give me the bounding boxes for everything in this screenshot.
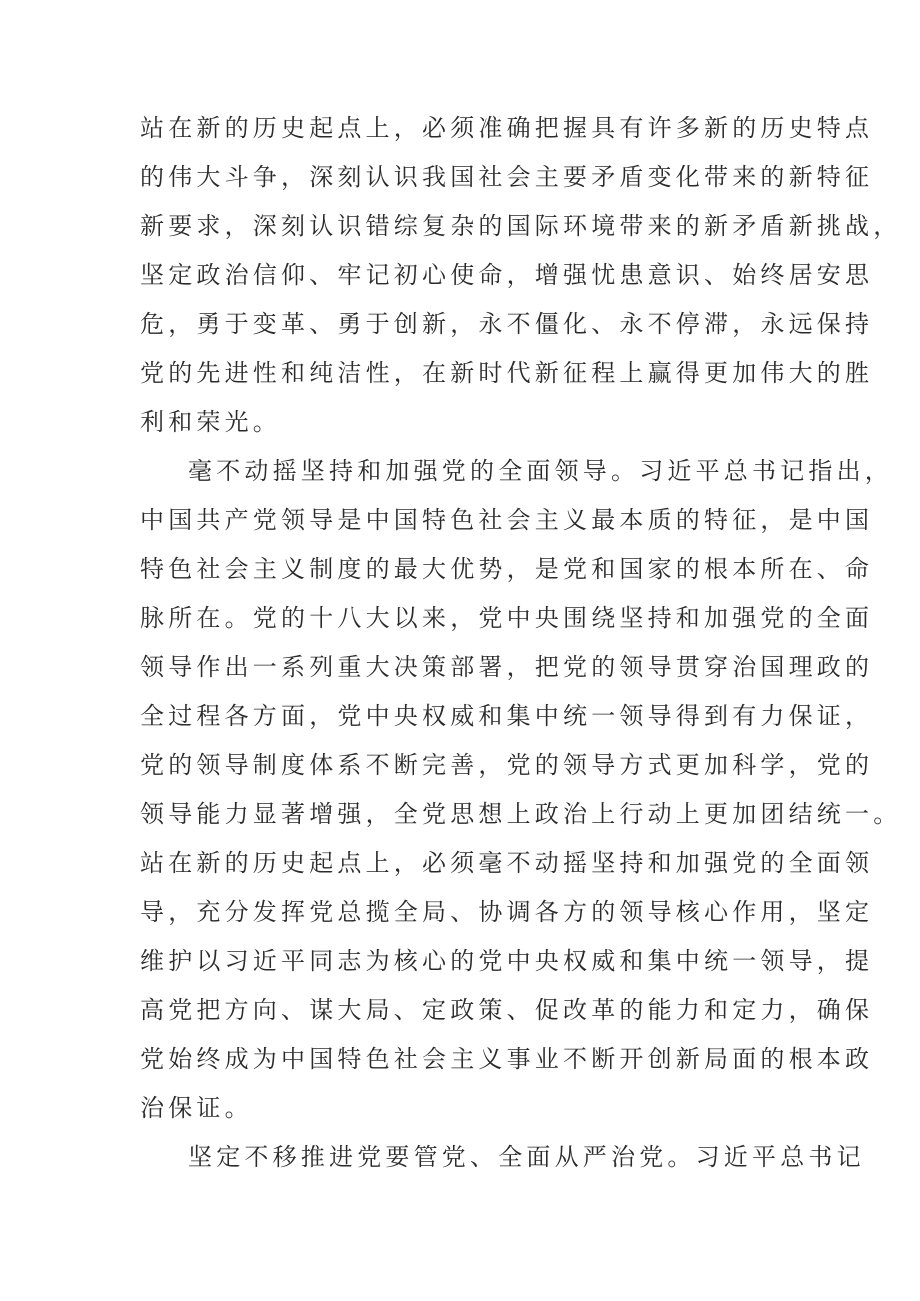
paragraph-3-line-1: 坚定不移推进党要管党、全面从严治党。习近平总书记: [188, 1143, 865, 1171]
paragraph-2-line-4: 脉所在。党的十八大以来，党中央围绕坚持和加强党的全面: [140, 604, 874, 632]
paragraph-2-line-14: 治保证。: [140, 1094, 253, 1122]
paragraph-1-line-5: 危，勇于变革、勇于创新，永不僵化、永不停滞，永远保持: [140, 310, 874, 338]
paragraph-1-line-6: 党的先进性和纯洁性，在新时代新征程上赢得更加伟大的胜: [140, 359, 874, 387]
paragraph-2-line-1: 毫不动摇坚持和加强党的全面领导。习近平总书记指出，: [188, 457, 893, 485]
paragraph-2-line-8: 领导能力显著增强，全党思想上政治上行动上更加团结统一。: [140, 800, 902, 828]
paragraph-2-line-2: 中国共产党领导是中国特色社会主义最本质的特征，是中国: [140, 506, 874, 534]
paragraph-1-line-3: 新要求，深刻认识错综复杂的国际环境带来的新矛盾新挑战，: [140, 212, 902, 240]
paragraph-2-line-7: 党的领导制度体系不断完善，党的领导方式更加科学，党的: [140, 751, 874, 779]
paragraph-2-line-10: 导，充分发挥党总揽全局、协调各方的领导核心作用，坚定: [140, 898, 874, 926]
paragraph-1-line-4: 坚定政治信仰、牢记初心使命，增强忧患意识、始终居安思: [140, 261, 874, 289]
paragraph-2-line-3: 特色社会主义制度的最大优势，是党和国家的根本所在、命: [140, 555, 874, 583]
paragraph-2-line-6: 全过程各方面，党中央权威和集中统一领导得到有力保证，: [140, 702, 874, 730]
paragraph-2-line-13: 党始终成为中国特色社会主义事业不断开创新局面的根本政: [140, 1045, 874, 1073]
paragraph-1-line-2: 的伟大斗争，深刻认识我国社会主要矛盾变化带来的新特征: [140, 163, 874, 191]
paragraph-1-line-7: 利和荣光。: [140, 408, 281, 436]
paragraph-2-line-9: 站在新的历史起点上，必须毫不动摇坚持和加强党的全面领: [140, 849, 874, 877]
paragraph-2-line-11: 维护以习近平同志为核心的党中央权威和集中统一领导，提: [140, 947, 874, 975]
paragraph-2-line-12: 高党把方向、谋大局、定政策、促改革的能力和定力，确保: [140, 996, 874, 1024]
paragraph-1-line-1: 站在新的历史起点上，必须准确把握具有许多新的历史特点: [140, 114, 874, 142]
paragraph-2-line-5: 领导作出一系列重大决策部署，把党的领导贯穿治国理政的: [140, 653, 874, 681]
